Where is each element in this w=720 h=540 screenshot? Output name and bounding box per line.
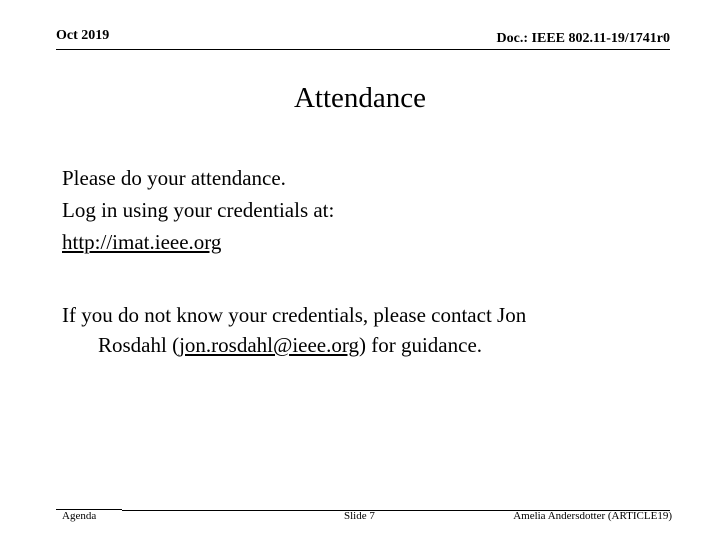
help-line-2-end: ) for guidance.: [358, 333, 483, 357]
footer-agenda: Agenda: [62, 510, 97, 522]
slide-title: Attendance: [293, 82, 427, 114]
document-id: Doc.: IEEE 802.11-19/1741r0: [496, 31, 670, 46]
header-date: Oct 2019: [56, 28, 110, 43]
credentials-help-text: [62, 300, 682, 360]
footer-author: Amelia Andersdotter (ARTICLE19): [513, 510, 672, 522]
body-line-login: Log in using your credentials at:: [62, 198, 335, 222]
email-link[interactable]: jon.rosdahl@ieee.org: [179, 333, 359, 357]
body-line-attendance: Please do your attendance.: [62, 166, 286, 190]
help-line-1: If you do not know your credentials, please contact Jon: [62, 303, 527, 327]
body-text: [62, 162, 692, 258]
help-line-2: [62, 330, 682, 360]
help-line-2-start: Rosdahl (: [98, 333, 180, 357]
slide-number: Slide 7: [344, 510, 375, 522]
header-divider: [56, 49, 670, 50]
imat-link[interactable]: http://imat.ieee.org: [62, 230, 222, 254]
